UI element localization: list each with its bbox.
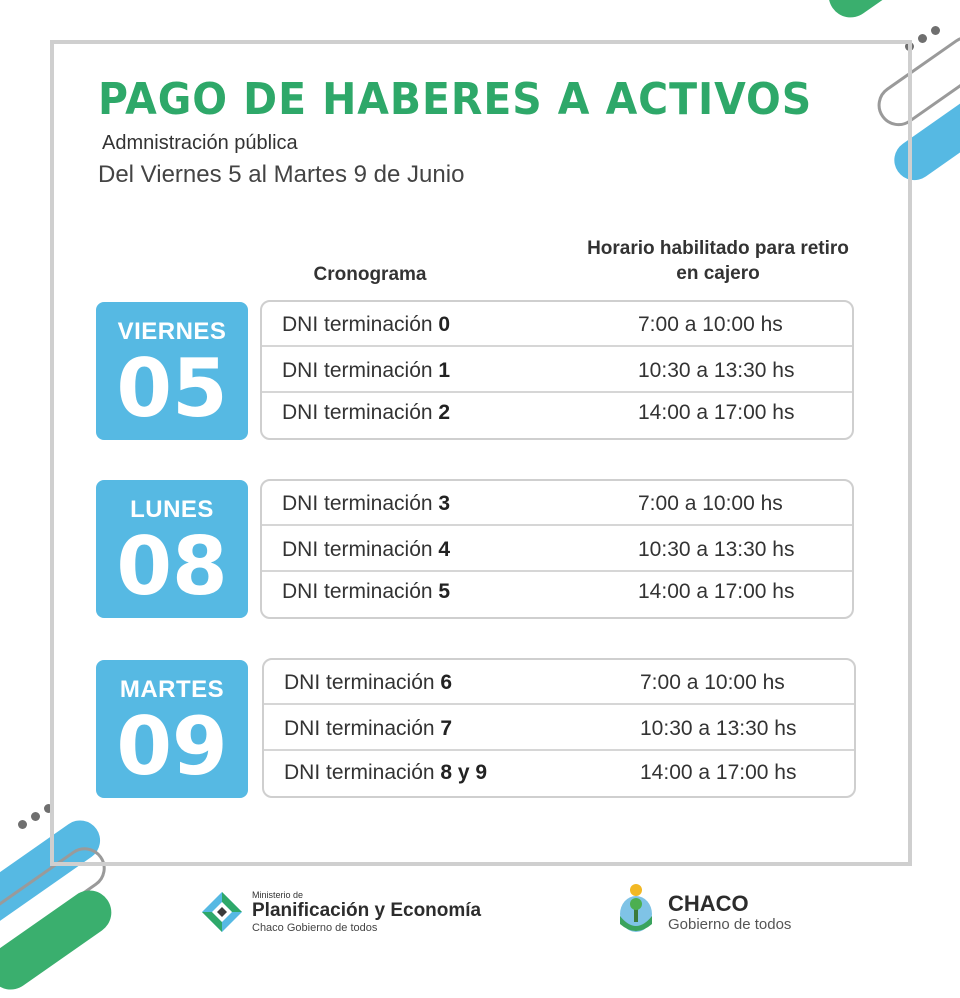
table-row [264,706,854,751]
dni-label: DNI terminación [282,359,433,382]
schedule-table-martes [262,658,856,798]
dni-digit: 7 [440,717,453,740]
province-tagline: Gobierno de todos [668,916,792,933]
schedule-table-viernes [260,300,854,440]
decor-stripe-green-top [820,0,960,26]
ministry-emblem-icon [200,890,244,934]
day-name: VIERNES [117,318,227,345]
dni-digit: 1 [438,359,451,382]
dni-label: DNI terminación [282,401,433,424]
table-row [262,302,852,347]
chaco-coat-of-arms-icon [614,880,658,938]
dni-digit: 3 [438,492,451,515]
dni-digit: 0 [438,313,451,336]
ministry-tagline: Chaco Gobierno de todos [252,922,378,934]
day-badge-martes [96,660,248,798]
ministry-prefix: Ministerio de [252,890,304,900]
province-name: CHACO [668,891,749,916]
date-range: Del Viernes 5 al Martes 9 de Junio [98,161,465,188]
hours-range: 10:30 a 13:30 hs [638,359,795,382]
day-name: MARTES [119,676,225,703]
hours-range: 10:30 a 13:30 hs [638,538,795,561]
day-number: 08 [116,520,228,613]
hours-range: 7:00 a 10:00 hs [638,313,783,336]
day-badge-lunes [96,480,248,618]
table-row [264,750,854,795]
day-badge-viernes [96,302,248,440]
ministry-name: Planificación y Economía [252,900,482,921]
hours-range: 14:00 a 17:00 hs [640,761,797,784]
dni-label: DNI terminación [282,492,433,515]
day-number: 09 [116,700,228,793]
table-row [262,527,852,572]
dni-label: DNI terminación [282,580,433,603]
schedule-table-lunes [260,479,854,619]
table-row [264,660,854,705]
hours-range: 7:00 a 10:00 hs [640,671,785,694]
page-title: PAGO DE HABERES A ACTIVOS [98,74,813,125]
table-row [262,481,852,526]
hours-range: 7:00 a 10:00 hs [638,492,783,515]
hours-range: 14:00 a 17:00 hs [638,401,795,424]
hours-range: 14:00 a 17:00 hs [638,580,795,603]
dni-label: DNI terminación [284,717,435,740]
chaco-logo [614,880,834,944]
dni-label: DNI terminación [284,761,435,784]
day-number: 05 [116,342,228,435]
hours-range: 10:30 a 13:30 hs [640,717,797,740]
dni-label: DNI terminación [282,313,433,336]
day-name: LUNES [130,496,214,523]
table-row [262,348,852,393]
page-subtitle: Admnistración pública [102,132,298,154]
dni-digit: 5 [438,580,451,603]
column-header-horario: Horario habilitado para retiro en cajero [587,238,849,284]
dni-label: DNI terminación [284,671,435,694]
table-row [262,569,852,614]
dni-digit: 6 [440,671,453,694]
column-header-cronograma: Cronograma [313,264,427,285]
ministry-logo [200,888,500,938]
dni-digit: 2 [438,401,451,424]
dni-label: DNI terminación [282,538,433,561]
dni-digit: 8 y 9 [440,761,488,784]
table-row [262,390,852,435]
dni-digit: 4 [438,538,451,561]
